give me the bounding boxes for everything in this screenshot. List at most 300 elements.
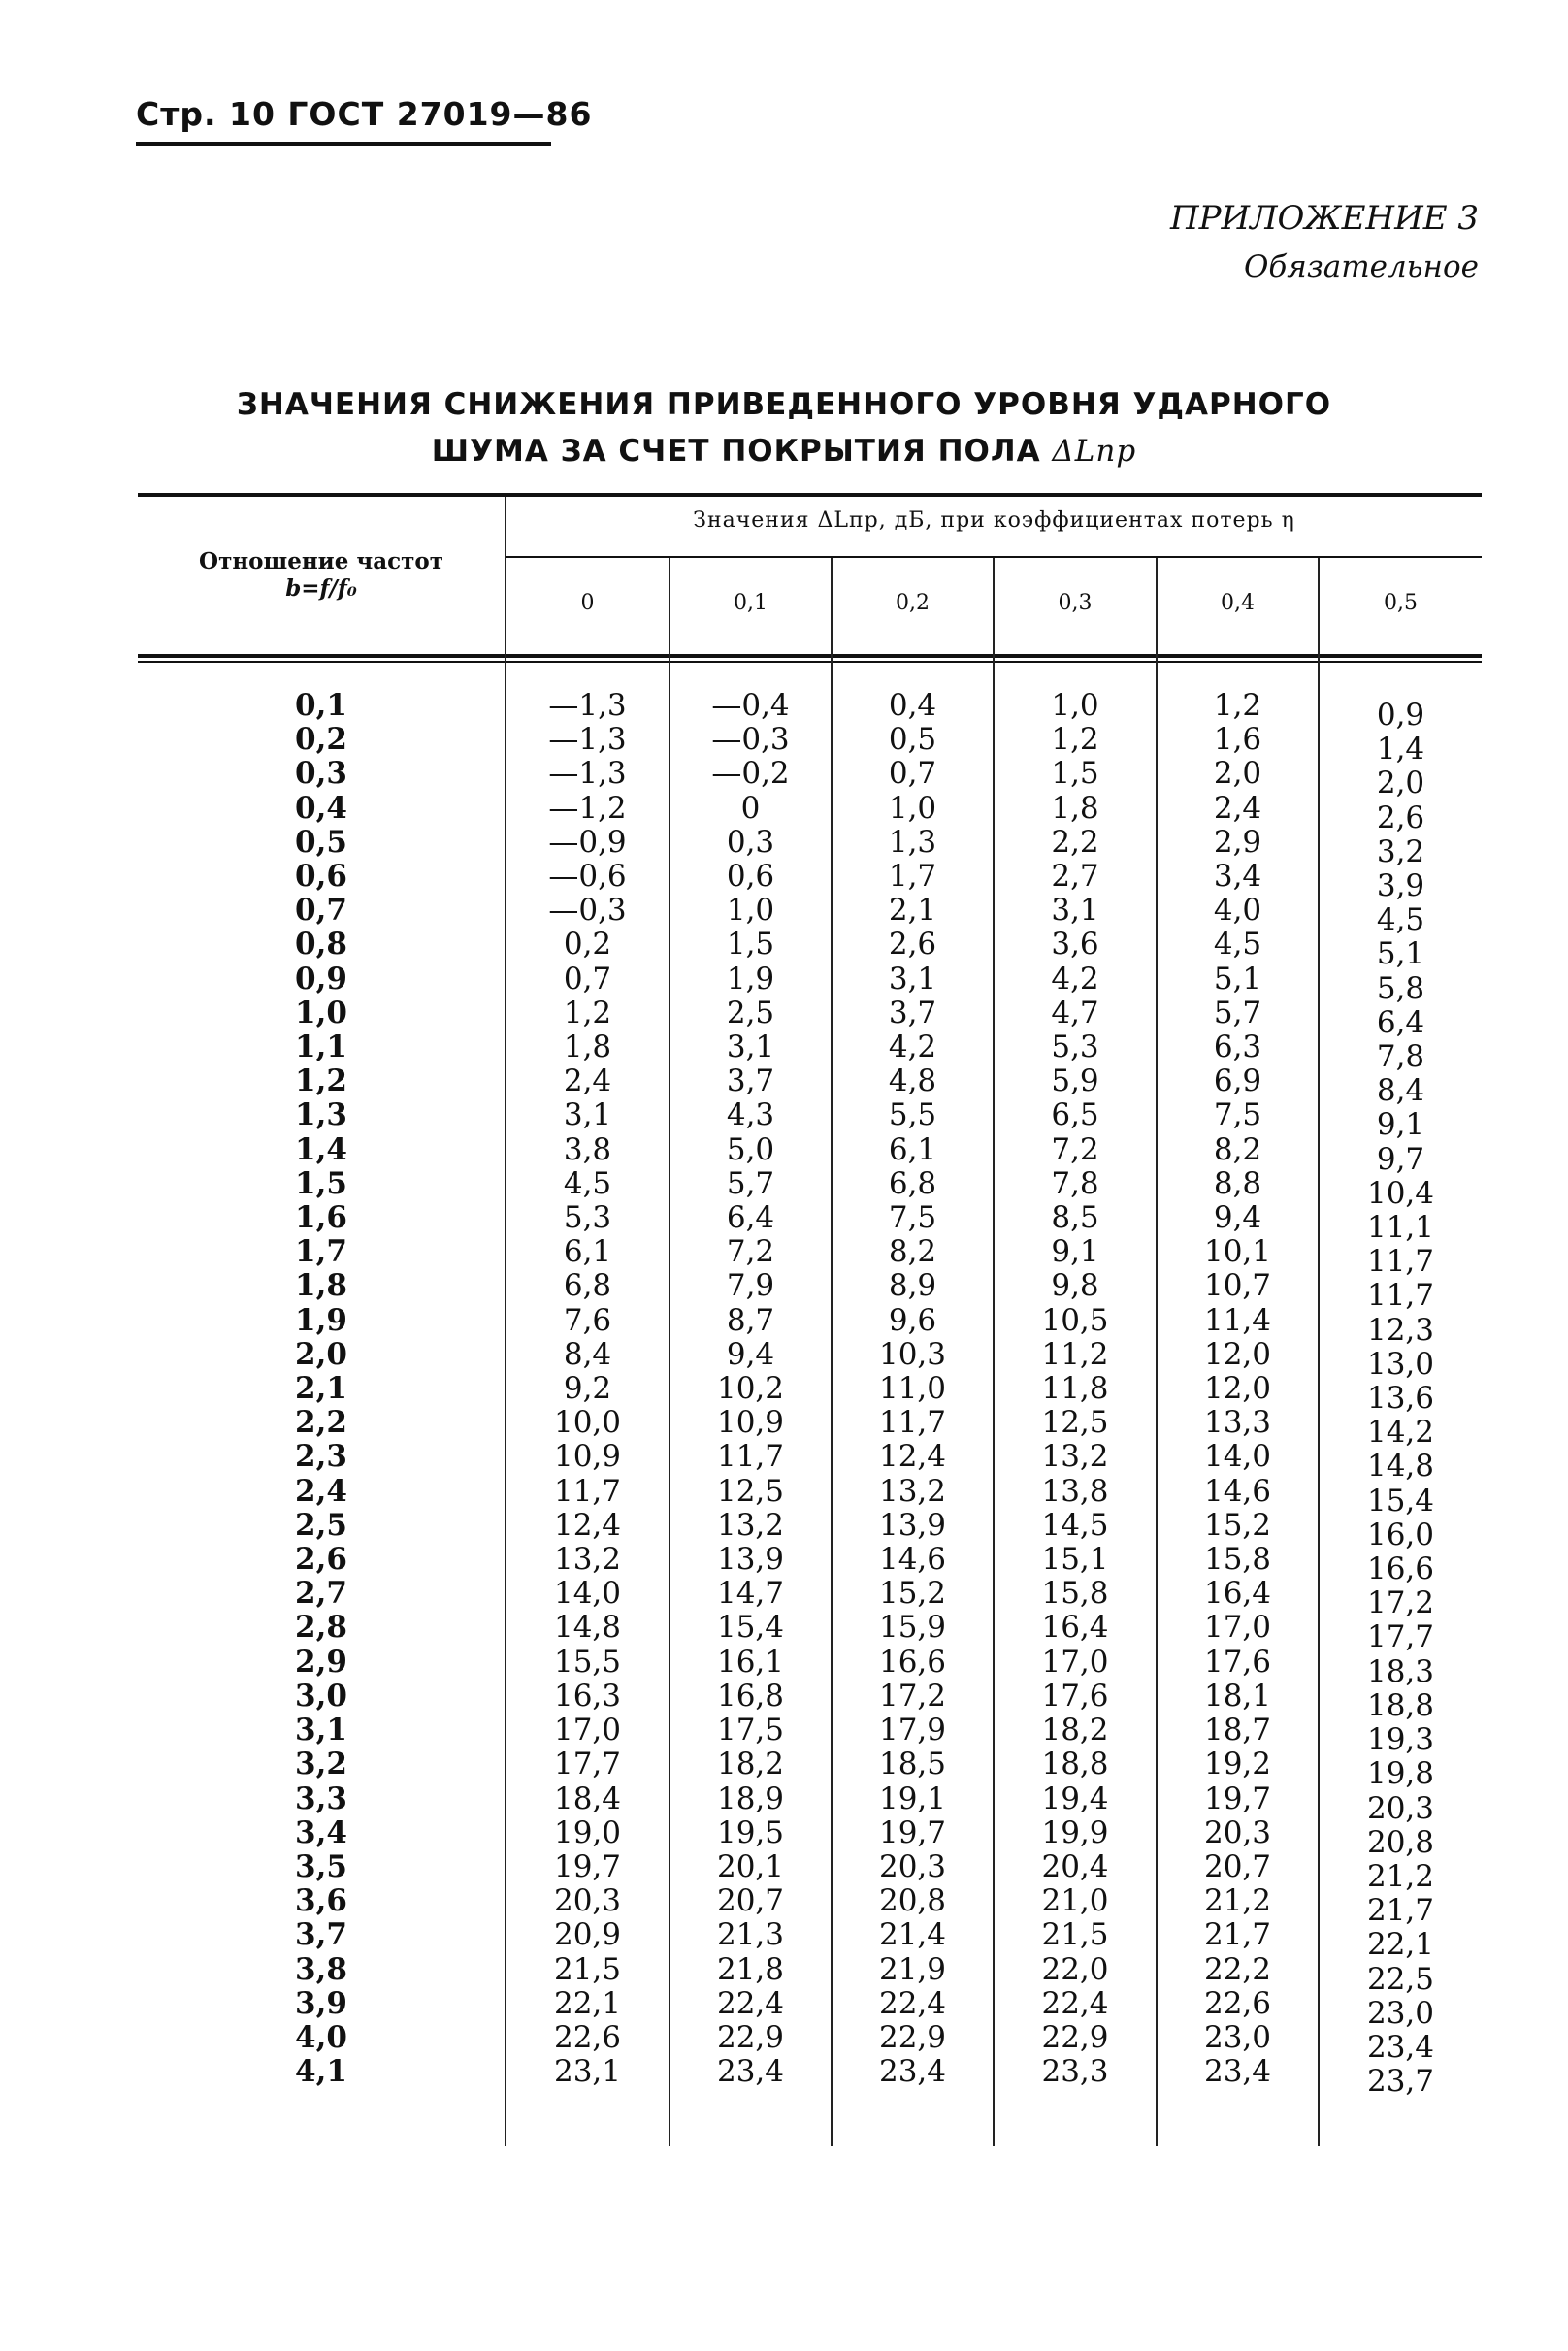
value-cell: 3,4 [1213, 859, 1262, 895]
value-cell: 10,1 [1203, 1234, 1272, 1270]
appendix-block [1170, 194, 1479, 291]
value-cell: 15,2 [878, 1576, 947, 1612]
ratio-cell: 3,5 [295, 1848, 347, 1884]
value-cell: 11,7 [878, 1405, 947, 1441]
ratio-header-formula: b=f/f₀ [285, 575, 357, 602]
value-cell: 17,0 [553, 1713, 622, 1748]
ratio-cell: 1,2 [295, 1063, 347, 1099]
ratio-cell: 2,7 [295, 1576, 347, 1612]
value-cell: 15,8 [1041, 1576, 1109, 1612]
value-cell: 6,1 [888, 1131, 937, 1167]
value-cell: 22,5 [1366, 1961, 1435, 1997]
values-column-eta-0-3 [995, 689, 1156, 2089]
value-cell: 5,3 [1051, 1029, 1099, 1065]
value-cell: 19,2 [1203, 1747, 1272, 1782]
value-cell: 6,5 [1051, 1097, 1099, 1133]
value-cell: 23,4 [716, 2054, 785, 2090]
ratio-cell: 3,4 [295, 1814, 347, 1850]
ratio-cell: 1,4 [295, 1131, 347, 1167]
value-cell: 0,4 [888, 688, 937, 723]
value-cell: 1,2 [563, 995, 612, 1030]
ratio-cell: 1,0 [295, 995, 347, 1030]
value-cell: 6,9 [1213, 1063, 1262, 1099]
values-column-eta-0 [506, 689, 669, 2089]
value-cell: 5,1 [1376, 936, 1425, 972]
value-cell: 16,0 [1366, 1517, 1435, 1552]
value-cell: 7,9 [726, 1268, 775, 1304]
ratio-cell: 3,8 [295, 1951, 347, 1987]
value-cell: 1,8 [563, 1029, 612, 1065]
value-cell: 19,3 [1366, 1722, 1435, 1758]
value-cell: —0,9 [548, 824, 627, 860]
value-cell: 21,5 [553, 1951, 622, 1987]
value-cell: 5,5 [888, 1097, 937, 1133]
value-cell: 15,4 [716, 1610, 785, 1646]
value-cell: —1,3 [548, 688, 627, 723]
value-cell: 18,2 [716, 1747, 785, 1782]
ratio-cell: 2,2 [295, 1405, 347, 1441]
value-cell: 8,4 [1376, 1073, 1425, 1109]
value-cell: 22,4 [716, 1985, 785, 2021]
value-cell: 1,2 [1051, 722, 1099, 758]
value-cell: 20,1 [716, 1848, 785, 1884]
value-cell: 22,9 [716, 2019, 785, 2055]
values-column-eta-0-4 [1158, 689, 1318, 2089]
value-cell: 1,2 [1213, 688, 1262, 723]
value-cell: 12,0 [1203, 1336, 1272, 1372]
value-cell: 9,4 [1213, 1200, 1262, 1236]
value-cell: 1,4 [1376, 732, 1425, 767]
value-cell: 7,8 [1051, 1165, 1099, 1201]
value-cell: 14,6 [1203, 1473, 1272, 1509]
ratio-cell: 2,6 [295, 1542, 347, 1578]
ratio-cell: 0,8 [295, 927, 347, 963]
value-cell: 16,1 [716, 1644, 785, 1680]
value-cell: 18,3 [1366, 1653, 1435, 1689]
value-cell: 18,7 [1203, 1713, 1272, 1748]
value-cell: 17,5 [716, 1713, 785, 1748]
value-cell: 23,0 [1366, 1995, 1435, 2031]
value-cell: 7,8 [1376, 1039, 1425, 1075]
value-cell: 22,2 [1203, 1951, 1272, 1987]
values-column-eta-0-2 [833, 689, 993, 2089]
value-cell: 18,8 [1041, 1747, 1109, 1782]
value-cell: 1,0 [1051, 688, 1099, 723]
ratio-cell: 0,4 [295, 790, 347, 826]
value-cell: 2,6 [888, 927, 937, 963]
value-cell: 15,9 [878, 1610, 947, 1646]
value-cell: 4,5 [1376, 902, 1425, 938]
value-cell: 11,7 [1366, 1244, 1435, 1280]
value-cell: 18,4 [553, 1780, 622, 1816]
ratio-cell: 0,2 [295, 722, 347, 758]
value-cell: 17,0 [1041, 1644, 1109, 1680]
header-bottom-rule [138, 654, 1482, 658]
value-cell: 17,7 [1366, 1619, 1435, 1655]
ratio-cell: 3,7 [295, 1917, 347, 1953]
table-title-line-2 [0, 428, 1568, 474]
value-cell: 14,6 [878, 1542, 947, 1578]
value-cell: 23,4 [1366, 2029, 1435, 2065]
value-cell: 1,0 [726, 893, 775, 929]
value-cell: 19,7 [553, 1848, 622, 1884]
value-cell: 13,8 [1041, 1473, 1109, 1509]
value-cell: 16,3 [553, 1678, 622, 1714]
value-cell: 19,7 [878, 1814, 947, 1850]
values-column-eta-0-5 [1320, 699, 1482, 2099]
ratio-cell: 0,7 [295, 893, 347, 929]
value-cell: 22,6 [1203, 1985, 1272, 2021]
value-cell: 20,7 [716, 1883, 785, 1919]
value-cell: 11,4 [1203, 1302, 1272, 1338]
value-cell: 10,4 [1366, 1175, 1435, 1211]
value-cell: —1,3 [548, 722, 627, 758]
value-cell: 5,3 [563, 1200, 612, 1236]
ratio-cell: 1,5 [295, 1165, 347, 1201]
value-cell: 17,6 [1041, 1678, 1109, 1714]
value-cell: 0,5 [888, 722, 937, 758]
value-cell: 4,8 [888, 1063, 937, 1099]
value-cell: 0,7 [888, 756, 937, 792]
value-cell: 11,0 [878, 1371, 947, 1407]
value-cell: 23,0 [1203, 2019, 1272, 2055]
value-cell: 16,4 [1041, 1610, 1109, 1646]
value-cell: 16,6 [878, 1644, 947, 1680]
value-cell: 1,8 [1051, 790, 1099, 826]
value-cell: 7,5 [888, 1200, 937, 1236]
ratio-cell: 2,8 [295, 1610, 347, 1646]
ratio-cell: 4,0 [295, 2019, 347, 2055]
loss-factor-header: 0,3 [1058, 591, 1093, 615]
value-cell: 11,8 [1041, 1371, 1109, 1407]
value-cell: 23,4 [878, 2054, 947, 2090]
ratio-cell: 0,1 [295, 688, 347, 723]
value-cell: 15,4 [1366, 1483, 1435, 1518]
ratio-column [138, 689, 505, 2089]
value-cell: 2,5 [726, 995, 775, 1030]
ratio-cell: 0,3 [295, 756, 347, 792]
ratio-cell: 2,9 [295, 1644, 347, 1680]
value-cell: 3,6 [1051, 927, 1099, 963]
value-cell: 20,4 [1041, 1848, 1109, 1884]
value-cell: 17,6 [1203, 1644, 1272, 1680]
value-cell: 0,6 [726, 859, 775, 895]
ratio-cell: 1,8 [295, 1268, 347, 1304]
value-cell: 13,2 [716, 1507, 785, 1543]
value-cell: 13,9 [716, 1542, 785, 1578]
value-cell: 23,7 [1366, 2064, 1435, 2100]
value-cell: —0,4 [711, 688, 790, 723]
value-cell: 15,5 [553, 1644, 622, 1680]
ratio-cell: 3,0 [295, 1678, 347, 1714]
value-cell: 19,0 [553, 1814, 622, 1850]
value-cell: 15,2 [1203, 1507, 1272, 1543]
value-cell: 21,7 [1203, 1917, 1272, 1953]
value-cell: 4,3 [726, 1097, 775, 1133]
value-cell: 12,3 [1366, 1312, 1435, 1348]
value-cell: 8,2 [1213, 1131, 1262, 1167]
value-cell: 2,9 [1213, 824, 1262, 860]
value-cell: 5,1 [1213, 961, 1262, 996]
value-cell: 3,7 [726, 1063, 775, 1099]
value-cell: 11,7 [553, 1473, 622, 1509]
value-cell: 13,9 [878, 1507, 947, 1543]
ratio-cell: 0,5 [295, 824, 347, 860]
value-cell: 12,5 [716, 1473, 785, 1509]
value-cell: 2,0 [1213, 756, 1262, 792]
value-cell: 9,1 [1376, 1107, 1425, 1143]
value-cell: —1,3 [548, 756, 627, 792]
ratio-cell: 1,3 [295, 1097, 347, 1133]
loss-factor-header: 0,5 [1384, 591, 1418, 615]
value-cell: 8,5 [1051, 1200, 1099, 1236]
value-cell: 14,2 [1366, 1415, 1435, 1451]
value-cell: 0,3 [726, 824, 775, 860]
value-cell: 20,3 [1366, 1790, 1435, 1826]
value-cell: 3,9 [1376, 868, 1425, 904]
value-cell: 9,6 [888, 1302, 937, 1338]
value-cell: 7,6 [563, 1302, 612, 1338]
value-cell: 21,4 [878, 1917, 947, 1953]
value-cell: 8,8 [1213, 1165, 1262, 1201]
value-cell: 3,1 [726, 1029, 775, 1065]
table-title [0, 381, 1568, 474]
value-cell: 19,8 [1366, 1756, 1435, 1792]
ratio-column-header [138, 548, 505, 603]
value-cell: 10,3 [878, 1336, 947, 1372]
value-cell: 20,3 [878, 1848, 947, 1884]
value-cell: 9,8 [1051, 1268, 1099, 1304]
value-cell: 3,1 [1051, 893, 1099, 929]
value-cell: 18,1 [1203, 1678, 1272, 1714]
value-cell: 20,9 [553, 1917, 622, 1953]
value-cell: —0,3 [711, 722, 790, 758]
value-cell: 18,2 [1041, 1713, 1109, 1748]
value-cell: 2,4 [1213, 790, 1262, 826]
ratio-cell: 1,9 [295, 1302, 347, 1338]
ratio-cell: 2,0 [295, 1336, 347, 1372]
ratio-cell: 3,1 [295, 1713, 347, 1748]
value-cell: 8,4 [563, 1336, 612, 1372]
appendix-status: Обязательное [1243, 249, 1479, 284]
value-cell: 20,7 [1203, 1848, 1272, 1884]
value-cell: 14,0 [553, 1576, 622, 1612]
value-cell: 0,9 [1376, 698, 1425, 733]
value-cell: 15,1 [1041, 1542, 1109, 1578]
value-cell: 18,9 [716, 1780, 785, 1816]
table-title-line-1: ЗНАЧЕНИЯ СНИЖЕНИЯ ПРИВЕДЕННОГО УРОВНЯ УДАРНОГО [236, 387, 1332, 422]
table-top-rule [138, 493, 1482, 497]
value-cell: 8,9 [888, 1268, 937, 1304]
value-cell: 17,2 [878, 1678, 947, 1714]
running-head-rule [136, 142, 551, 146]
header-bottom-rule-2 [138, 661, 1482, 663]
value-cell: 14,7 [716, 1576, 785, 1612]
value-cell: 19,4 [1041, 1780, 1109, 1816]
value-cell: 17,0 [1203, 1610, 1272, 1646]
value-cell: 22,9 [878, 2019, 947, 2055]
value-cell: 0 [740, 790, 761, 826]
value-cell: 12,4 [878, 1439, 947, 1475]
value-cell: 15,8 [1203, 1542, 1272, 1578]
ratio-cell: 2,3 [295, 1439, 347, 1475]
value-cell: 10,9 [553, 1439, 622, 1475]
ratio-cell: 3,3 [295, 1780, 347, 1816]
value-cell: 19,5 [716, 1814, 785, 1850]
ratio-cell: 3,2 [295, 1747, 347, 1782]
value-cell: 14,5 [1041, 1507, 1109, 1543]
value-cell: 20,8 [878, 1883, 947, 1919]
ratio-cell: 1,6 [295, 1200, 347, 1236]
value-cell: 21,9 [878, 1951, 947, 1987]
value-cell: 23,4 [1203, 2054, 1272, 2090]
value-cell: 1,9 [726, 961, 775, 996]
value-cell: 6,8 [888, 1165, 937, 1201]
value-cell: 16,6 [1366, 1551, 1435, 1587]
value-cell: 22,9 [1041, 2019, 1109, 2055]
value-cell: 0,7 [563, 961, 612, 996]
value-cell: 1,5 [726, 927, 775, 963]
value-cell: 6,3 [1213, 1029, 1262, 1065]
value-cell: 6,4 [1376, 1004, 1425, 1040]
value-cell: 3,1 [888, 961, 937, 996]
value-cell: 2,7 [1051, 859, 1099, 895]
value-cell: 5,0 [726, 1131, 775, 1167]
value-cell: 13,2 [553, 1542, 622, 1578]
value-cell: 4,2 [888, 1029, 937, 1065]
value-cell: 6,1 [563, 1234, 612, 1270]
ratio-cell: 0,6 [295, 859, 347, 895]
value-cell: 2,1 [888, 893, 937, 929]
value-cell: 10,9 [716, 1405, 785, 1441]
value-cell: 10,7 [1203, 1268, 1272, 1304]
value-cell: 0,2 [563, 927, 612, 963]
value-cell: 22,0 [1041, 1951, 1109, 1987]
value-cell: 14,8 [553, 1610, 622, 1646]
value-cell: 5,7 [1213, 995, 1262, 1030]
value-cell: 16,4 [1203, 1576, 1272, 1612]
value-cell: 11,7 [716, 1439, 785, 1475]
value-cell: 1,5 [1051, 756, 1099, 792]
value-cell: 5,7 [726, 1165, 775, 1201]
value-cell: 19,1 [878, 1780, 947, 1816]
value-cell: 21,2 [1366, 1858, 1435, 1894]
value-cell: 7,2 [1051, 1131, 1099, 1167]
value-cell: 22,1 [1366, 1927, 1435, 1963]
value-cell: 2,6 [1376, 800, 1425, 835]
value-cell: 21,5 [1041, 1917, 1109, 1953]
value-cell: 22,4 [878, 1985, 947, 2021]
ratio-header-label: Отношение частот [199, 548, 443, 574]
ratio-cell: 4,1 [295, 2054, 347, 2090]
value-cell: 10,0 [553, 1405, 622, 1441]
value-cell: 11,2 [1041, 1336, 1109, 1372]
value-cell: 9,2 [563, 1371, 612, 1407]
value-cell: 2,2 [1051, 824, 1099, 860]
value-cell: 13,0 [1366, 1346, 1435, 1382]
value-cell: 20,3 [1203, 1814, 1272, 1850]
ratio-cell: 2,5 [295, 1507, 347, 1543]
loss-factor-header: 0,1 [734, 591, 768, 615]
value-cell: 13,2 [1041, 1439, 1109, 1475]
value-cell: 12,5 [1041, 1405, 1109, 1441]
value-cell: —0,6 [548, 859, 627, 895]
value-cell: 4,5 [563, 1165, 612, 1201]
value-cell: 14,0 [1203, 1439, 1272, 1475]
value-cell: 4,5 [1213, 927, 1262, 963]
value-cell: 9,1 [1051, 1234, 1099, 1270]
loss-factor-header: 0,2 [896, 591, 930, 615]
ratio-cell: 3,6 [295, 1883, 347, 1919]
value-cell: 1,0 [888, 790, 937, 826]
value-cell: 7,2 [726, 1234, 775, 1270]
value-cell: 19,9 [1041, 1814, 1109, 1850]
value-cell: 12,0 [1203, 1371, 1272, 1407]
value-cell: 20,3 [553, 1883, 622, 1919]
value-cell: 21,0 [1041, 1883, 1109, 1919]
value-cell: 10,5 [1041, 1302, 1109, 1338]
ratio-cell: 2,4 [295, 1473, 347, 1509]
value-cell: 13,2 [878, 1473, 947, 1509]
value-cell: 2,4 [563, 1063, 612, 1099]
value-cell: 21,2 [1203, 1883, 1272, 1919]
value-cell: 17,2 [1366, 1585, 1435, 1621]
values-header: Значения ΔLпр, дБ, при коэффициентах потерь η [693, 508, 1295, 533]
value-cell: 18,8 [1366, 1687, 1435, 1723]
value-cell: 12,4 [553, 1507, 622, 1543]
value-cell: 7,5 [1213, 1097, 1262, 1133]
value-cell: 2,0 [1376, 766, 1425, 801]
value-cell: 22,6 [553, 2019, 622, 2055]
value-cell: 20,8 [1366, 1824, 1435, 1860]
ratio-cell: 1,1 [295, 1029, 347, 1065]
value-cell: 13,6 [1366, 1381, 1435, 1417]
value-cell: 21,3 [716, 1917, 785, 1953]
value-cell: 4,0 [1213, 893, 1262, 929]
value-cell: 21,8 [716, 1951, 785, 1987]
running-head: Стр. 10 ГОСТ 27019—86 [136, 95, 593, 133]
value-cell: 5,8 [1376, 970, 1425, 1006]
loss-factor-header: 0 [580, 591, 595, 615]
value-cell: —0,3 [548, 893, 627, 929]
value-cell: 14,8 [1366, 1449, 1435, 1485]
appendix-label: ПРИЛОЖЕНИЕ 3 [1169, 199, 1479, 238]
table-title-text: ШУМА ЗА СЧЕТ ПОКРЫТИЯ ПОЛА [431, 434, 1041, 469]
value-cell: 8,7 [726, 1302, 775, 1338]
value-cell: 9,4 [726, 1336, 775, 1372]
value-cell: 18,5 [878, 1747, 947, 1782]
value-cell: —1,2 [548, 790, 627, 826]
value-cell: 6,8 [563, 1268, 612, 1304]
value-cell: 23,3 [1041, 2054, 1109, 2090]
value-cell: 1,3 [888, 824, 937, 860]
value-cell: 16,8 [716, 1678, 785, 1714]
value-cell: —0,2 [711, 756, 790, 792]
value-cell: 4,2 [1051, 961, 1099, 996]
loss-factor-header: 0,4 [1221, 591, 1255, 615]
value-cell: 11,1 [1366, 1210, 1435, 1246]
table-title-symbol: ΔLпр [1052, 434, 1137, 469]
value-cell: 22,4 [1041, 1985, 1109, 2021]
value-cell: 13,3 [1203, 1405, 1272, 1441]
value-cell: 5,9 [1051, 1063, 1099, 1099]
value-cell: 4,7 [1051, 995, 1099, 1030]
value-cell: 8,2 [888, 1234, 937, 1270]
value-cell: 3,1 [563, 1097, 612, 1133]
value-cell: 21,7 [1366, 1893, 1435, 1929]
value-cell: 3,8 [563, 1131, 612, 1167]
ratio-cell: 1,7 [295, 1234, 347, 1270]
